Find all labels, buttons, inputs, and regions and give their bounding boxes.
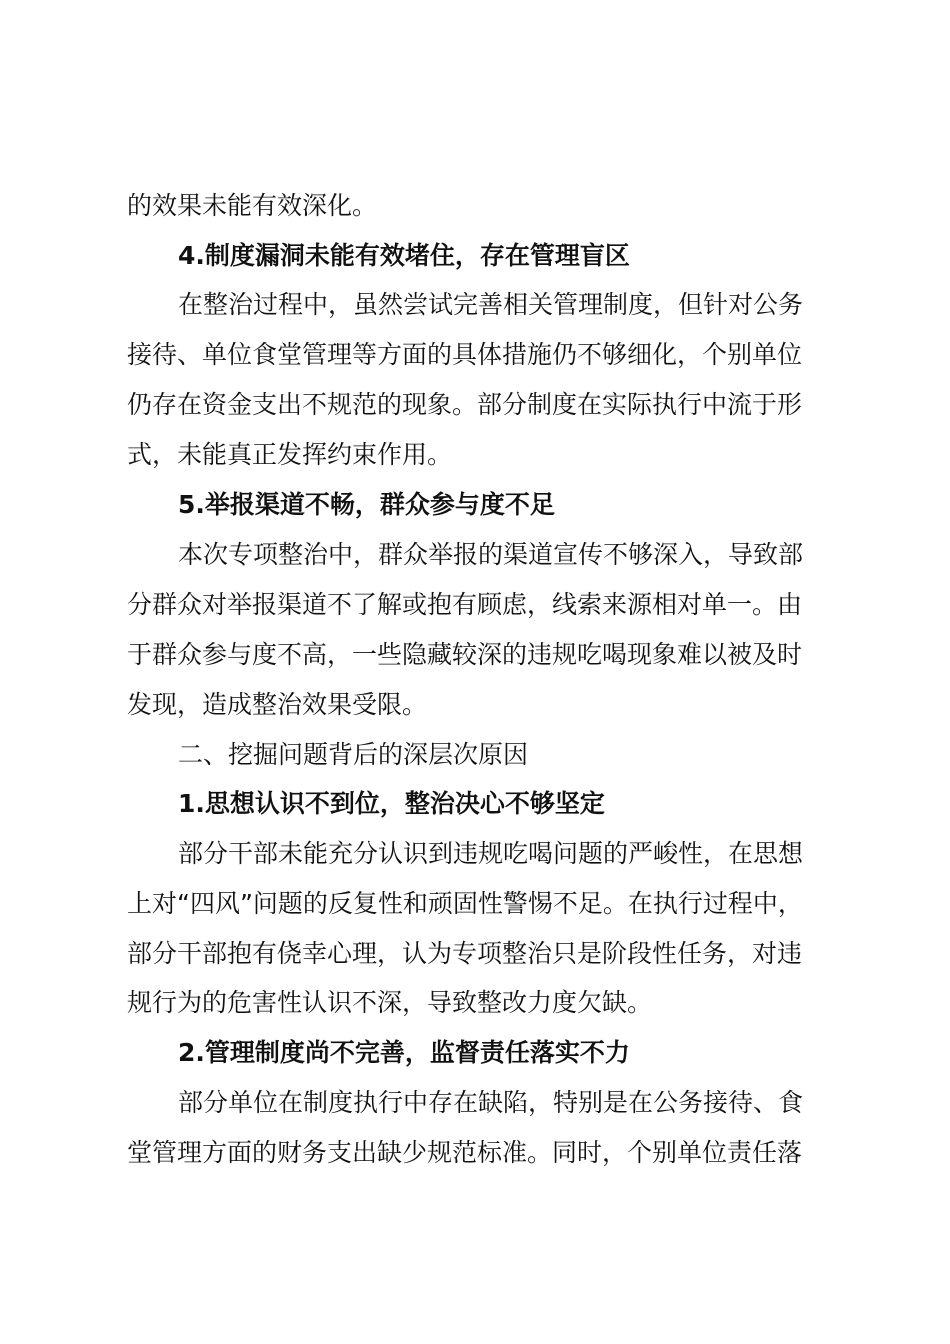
text-line: 部分单位在制度执行中存在缺陷，特别是在公务接待、食 (178, 1088, 804, 1117)
text-line: 仍存在资金支出不规范的现象。部分制度在实际执行中流于形 (127, 390, 803, 419)
text-line: 接待、单位食堂管理等方面的具体措施仍不够细化，个别单位 (127, 340, 803, 369)
text-line: 本次专项整治中，群众举报的渠道宣传不够深入，导致部 (178, 540, 804, 569)
text-line: 式，未能真正发挥约束作用。 (127, 440, 453, 469)
section-heading: 4.制度漏洞未能有效堵住，存在管理盲区 (178, 241, 630, 270)
text-line: 的效果未能有效深化。 (127, 191, 378, 220)
text-line: 分群众对举报渠道不了解或抱有顾虑，线索来源相对单一。由 (127, 590, 803, 619)
text-line: 上对“四风”问题的反复性和顽固性警惕不足。在执行过程中， (127, 889, 803, 918)
text-line: 规行为的危害性认识不深，导致整改力度欠缺。 (127, 988, 653, 1017)
text-line: 堂管理方面的财务支出缺少规范标准。同时，个别单位责任落 (127, 1138, 803, 1167)
text-line: 于群众参与度不高，一些隐藏较深的违规吃喝现象难以被及时 (127, 640, 803, 669)
text-line: 在整治过程中，虽然尝试完善相关管理制度，但针对公务 (178, 290, 804, 319)
section-heading: 5.举报渠道不畅，群众参与度不足 (178, 490, 555, 519)
chapter-heading: 二、挖掘问题背后的深层次原因 (178, 740, 529, 769)
section-heading: 2.管理制度尚不完善，监督责任落实不力 (178, 1038, 630, 1067)
text-line: 发现，造成整治效果受限。 (127, 690, 428, 719)
section-heading: 1.思想认识不到位，整治决心不够坚定 (178, 789, 605, 818)
text-line: 部分干部未能充分认识到违规吃喝问题的严峻性，在思想 (178, 839, 804, 868)
text-line: 部分干部抱有侥幸心理，认为专项整治只是阶段性任务，对违 (127, 939, 803, 968)
